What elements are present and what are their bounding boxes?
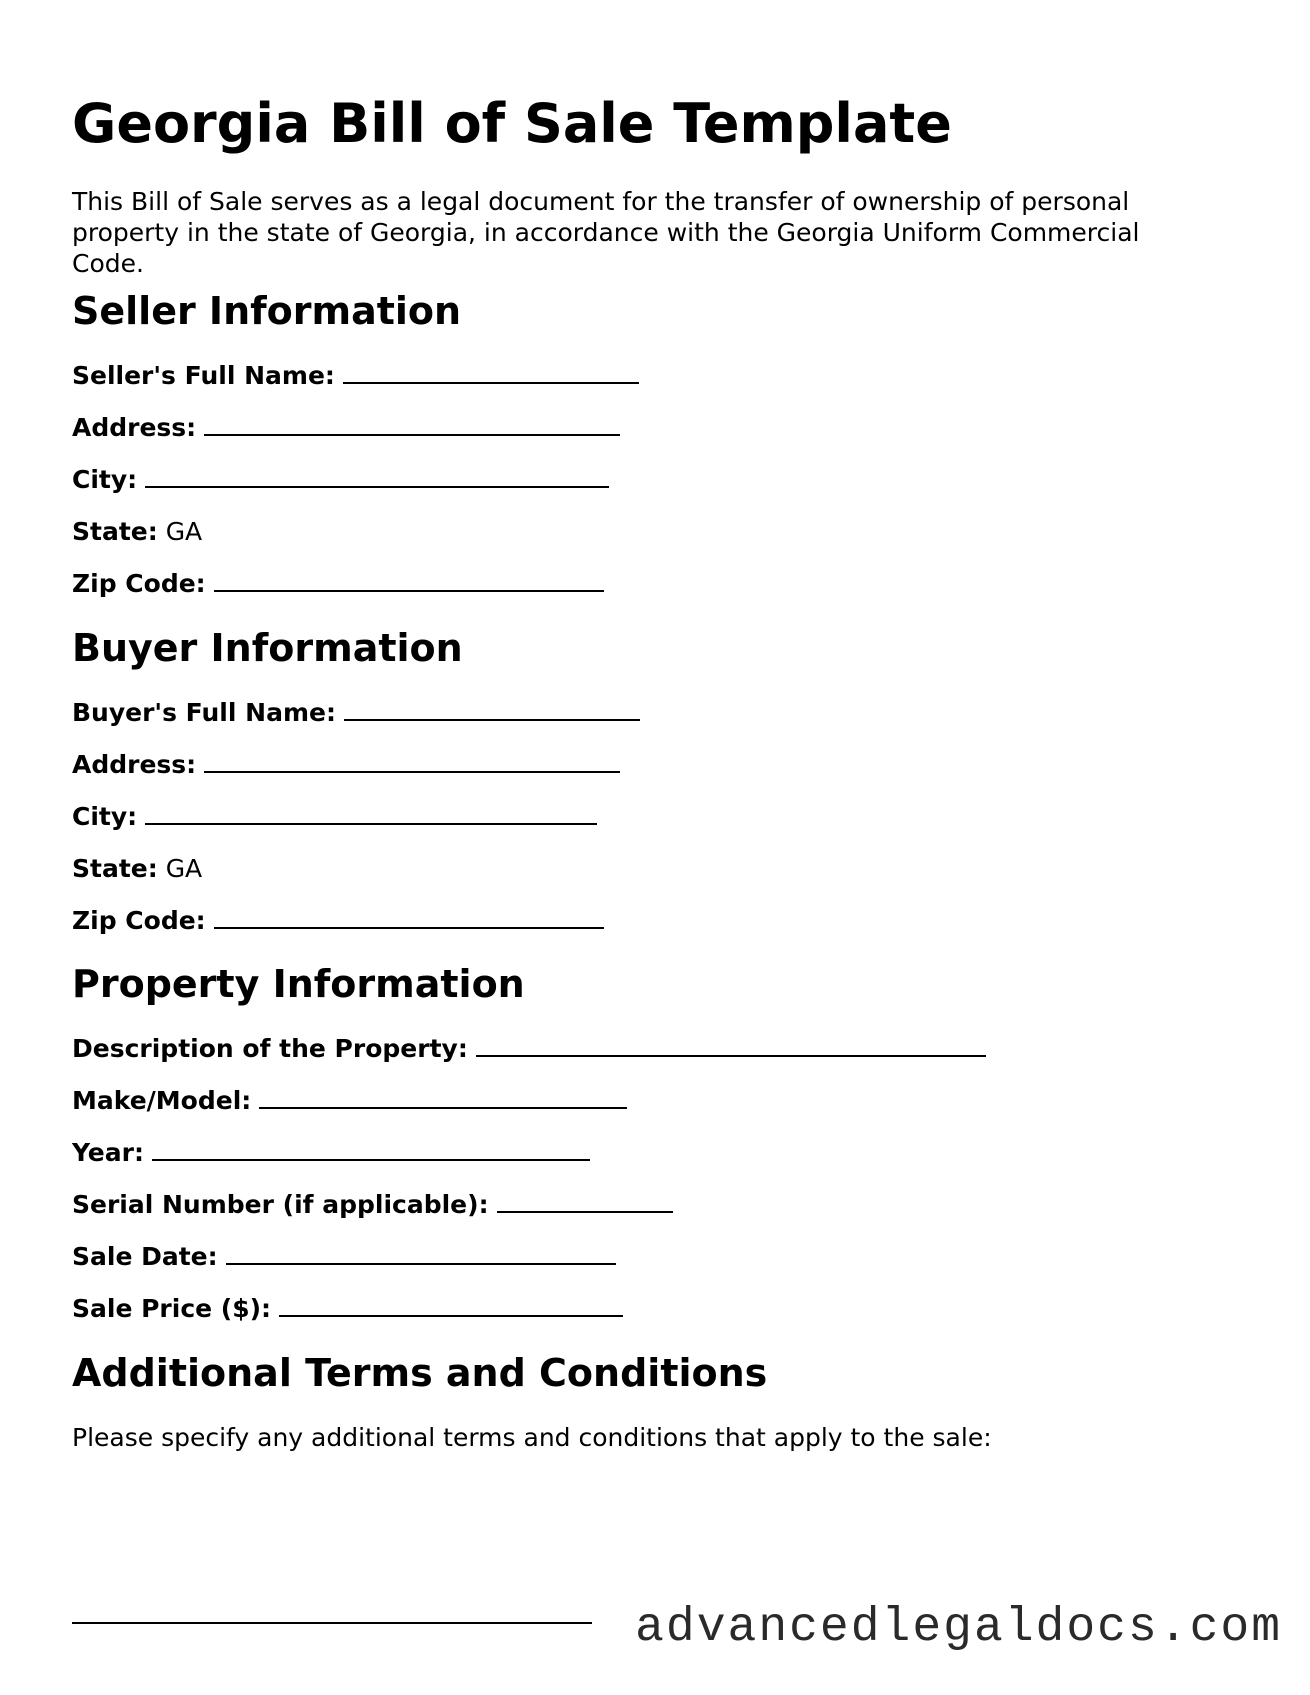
buyer-city-field[interactable] xyxy=(145,799,597,825)
serial-number-label: Serial Number (if applicable): xyxy=(72,1190,489,1219)
property-description-label: Description of the Property: xyxy=(72,1034,468,1063)
buyer-full-name-label: Buyer's Full Name: xyxy=(72,698,336,727)
property-description-field[interactable] xyxy=(476,1031,986,1057)
seller-zip-field[interactable] xyxy=(214,566,604,592)
serial-number-row xyxy=(72,1187,673,1223)
seller-city-row xyxy=(72,462,609,498)
seller-address-label: Address: xyxy=(72,413,197,442)
buyer-address-field[interactable] xyxy=(204,747,620,773)
additional-terms-field[interactable] xyxy=(72,1622,592,1624)
buyer-state-value: GA xyxy=(165,854,203,883)
seller-full-name-label: Seller's Full Name: xyxy=(72,361,335,390)
buyer-address-row xyxy=(72,747,620,783)
document-title: Georgia Bill of Sale Template xyxy=(72,92,952,155)
buyer-state-label: State: xyxy=(72,854,158,883)
buyer-full-name-row xyxy=(72,695,640,731)
make-model-row xyxy=(72,1083,627,1119)
seller-city-label: City: xyxy=(72,465,138,494)
year-row xyxy=(72,1135,590,1171)
buyer-zip-row xyxy=(72,903,604,939)
sale-date-field[interactable] xyxy=(226,1239,616,1265)
watermark-text: advancedlegaldocs.com xyxy=(629,1600,1282,1656)
sale-price-row xyxy=(72,1291,623,1327)
sale-date-row xyxy=(72,1239,616,1275)
buyer-city-label: City: xyxy=(72,802,138,831)
sale-price-field[interactable] xyxy=(279,1291,623,1317)
year-field[interactable] xyxy=(152,1135,590,1161)
terms-section-heading: Additional Terms and Conditions xyxy=(72,1351,768,1395)
buyer-full-name-field[interactable] xyxy=(344,695,640,721)
sale-date-label: Sale Date: xyxy=(72,1242,218,1271)
buyer-section-heading: Buyer Information xyxy=(72,626,463,670)
buyer-state-row xyxy=(72,851,202,887)
seller-city-field[interactable] xyxy=(145,462,609,488)
buyer-address-label: Address: xyxy=(72,750,197,779)
seller-state-row xyxy=(72,514,202,550)
property-description-row xyxy=(72,1031,986,1067)
buyer-zip-field[interactable] xyxy=(214,903,604,929)
year-label: Year: xyxy=(72,1138,144,1167)
buyer-zip-label: Zip Code: xyxy=(72,906,206,935)
seller-state-value: GA xyxy=(165,517,203,546)
intro-paragraph: This Bill of Sale serves as a legal document for the transfer of ownership of personal property in the state of Georgia, in accordance with the Georgia Uniform Commercial Code. xyxy=(72,187,1140,278)
make-model-label: Make/Model: xyxy=(72,1086,252,1115)
seller-address-field[interactable] xyxy=(204,410,620,436)
terms-prompt: Please specify any additional terms and conditions that apply to the sale: xyxy=(72,1423,992,1452)
seller-state-label: State: xyxy=(72,517,158,546)
seller-address-row xyxy=(72,410,620,446)
seller-zip-row xyxy=(72,566,604,602)
seller-full-name-field[interactable] xyxy=(343,358,639,384)
seller-full-name-row xyxy=(72,358,639,394)
buyer-city-row xyxy=(72,799,597,835)
seller-section-heading: Seller Information xyxy=(72,289,462,333)
serial-number-field[interactable] xyxy=(497,1187,673,1213)
seller-zip-label: Zip Code: xyxy=(72,569,206,598)
sale-price-label: Sale Price ($): xyxy=(72,1294,272,1323)
property-section-heading: Property Information xyxy=(72,962,525,1006)
make-model-field[interactable] xyxy=(259,1083,627,1109)
